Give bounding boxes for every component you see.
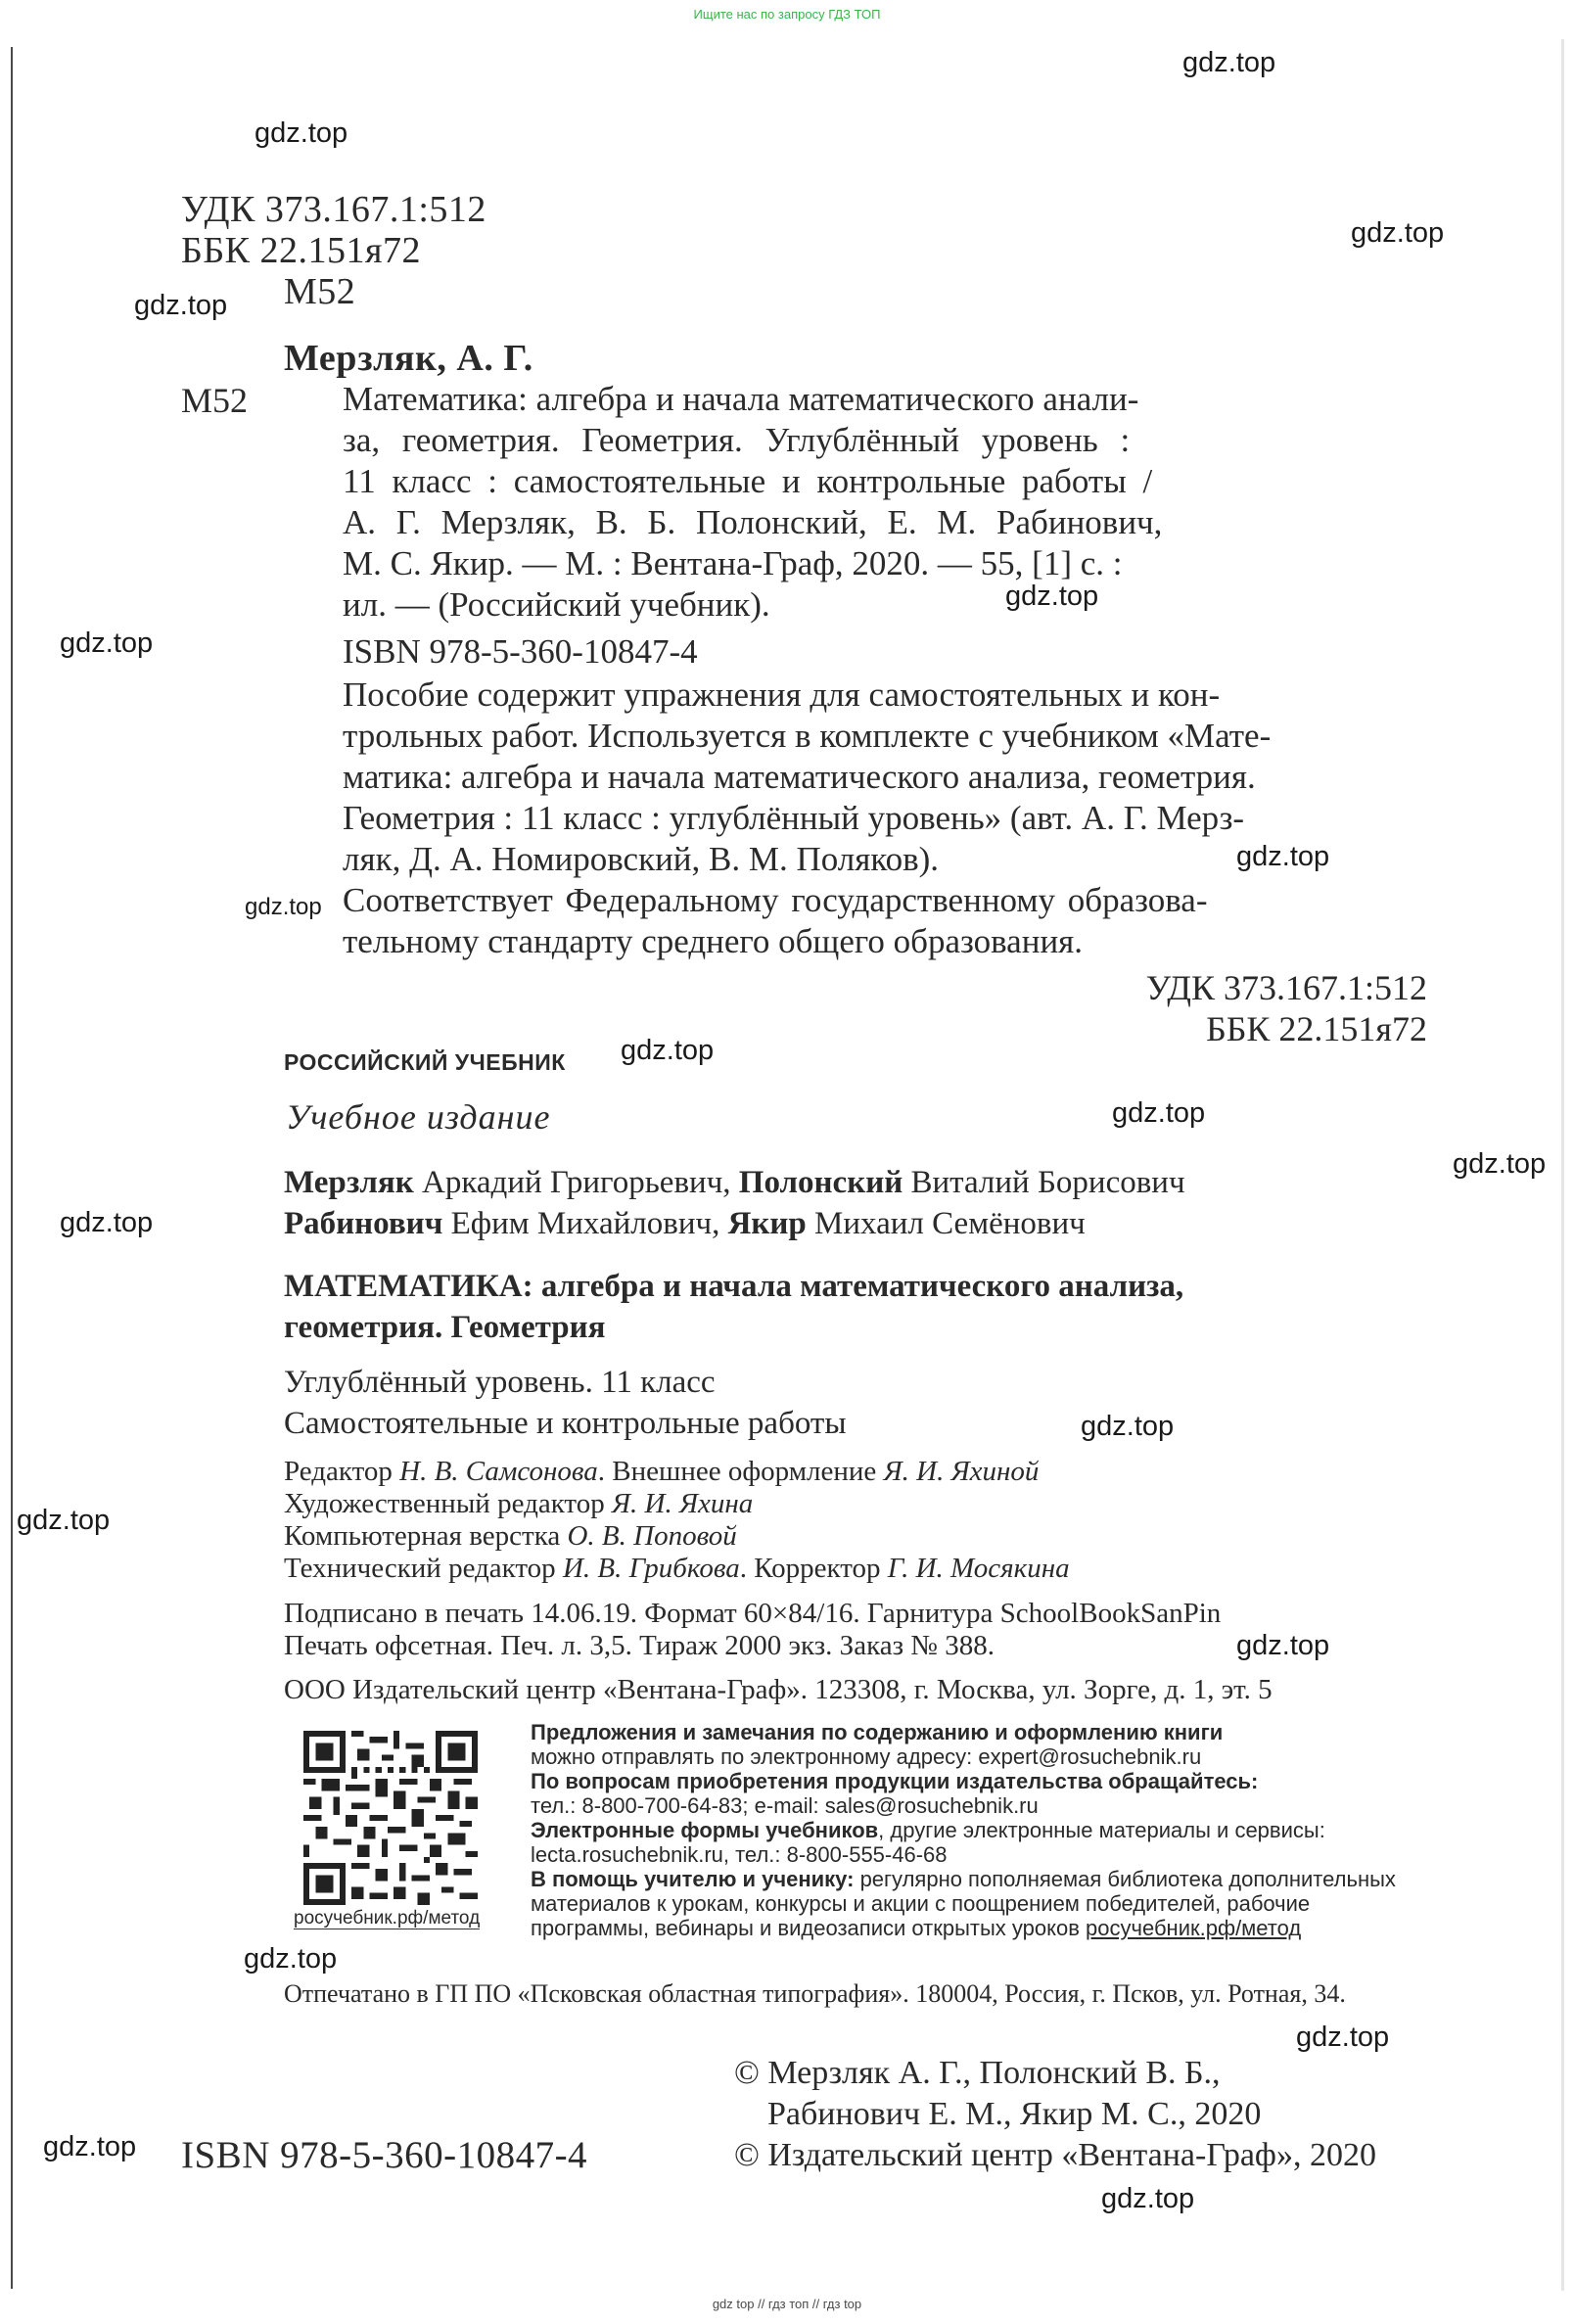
annotation-line: трольных работ. Используется в комплекте с учебником «Мате- — [343, 717, 1272, 755]
watermark: gdz.top — [134, 290, 228, 321]
publisher-address: ООО Издательский центр «Вентана-Граф». 123308, г. Москва, ул. Зорге, д. 1, эт. 5 — [284, 1674, 1273, 1705]
catalog-line: 11 класс : самостоятельные и контрольные работы / — [343, 462, 1153, 500]
watermark: gdz.top — [1081, 1411, 1175, 1442]
watermark: gdz.top — [1236, 841, 1330, 872]
annotation-line: Пособие содержит упражнения для самостоятельных и кон- — [343, 675, 1221, 714]
watermark: gdz.top — [621, 1035, 715, 1066]
info-heading: По вопросам приобретения продукции издательства обращайтесь: — [531, 1769, 1259, 1793]
author-name: Михаил Семёнович — [806, 1206, 1086, 1241]
info-heading: Электронные формы учебников — [531, 1818, 879, 1842]
info-text: регулярно пополняемая библиотека дополнительных — [854, 1867, 1396, 1891]
book-title-cont: геометрия. Геометрия — [284, 1310, 606, 1345]
watermark: gdz.top — [60, 627, 154, 659]
watermark: gdz.top — [1351, 217, 1445, 249]
watermark: gdz.top — [1112, 1097, 1206, 1129]
authors-line — [284, 1206, 1086, 1242]
page-left-edge — [11, 47, 13, 2289]
annotation-line: ляк, Д. А. Номировский, В. М. Поляков). — [343, 840, 940, 878]
printed-at: Отпечатано в ГП ПО «Псковская областная типография». 180004, Россия, г. Псков, ул. Ротная, 34. — [284, 1979, 1346, 2008]
print-info: Подписано в печать 14.06.19. Формат 60×84/16. Гарнитура SchoolBookSanPin — [284, 1598, 1222, 1629]
info-heading: Предложения и замечания по содержанию и оформлению книги — [531, 1720, 1224, 1744]
credits-line — [284, 1456, 1039, 1488]
info-text: , другие электронные материалы и сервисы: — [878, 1818, 1325, 1842]
info-block — [531, 1720, 1451, 1940]
catalog-line: М. С. Якир. — М. : Вентана-Граф, 2020. — 55, [1] с. : — [343, 544, 1123, 582]
info-line — [531, 1916, 1451, 1940]
level-line: Углублённый уровень. 11 класс — [284, 1365, 716, 1400]
catalog-mark: М52 — [181, 381, 249, 420]
watermark: gdz.top — [1453, 1148, 1547, 1180]
bbk-header: ББК 22.151я72 — [181, 230, 421, 271]
authors-line — [284, 1165, 1185, 1201]
author-surname: Полонский — [738, 1165, 903, 1200]
author-surname: Мерзляк — [284, 1165, 414, 1200]
credit-label: Компьютерная верстка — [284, 1520, 568, 1552]
qr-caption[interactable] — [294, 1908, 480, 1929]
watermark: gdz.top — [1296, 2022, 1390, 2053]
author-mark: М52 — [284, 271, 356, 312]
credit-name: Я. И. Яхиной — [883, 1456, 1040, 1487]
copyright-line: © Мерзляк А. Г., Полонский В. Б., — [734, 2055, 1221, 2091]
author-heading: Мерзляк, А. Г. — [284, 338, 533, 379]
author-name: Виталий Борисович — [903, 1165, 1185, 1200]
credit-label: Редактор — [284, 1456, 400, 1487]
info-line — [531, 1818, 1451, 1842]
qr-code-icon[interactable] — [303, 1731, 478, 1905]
bottom-link[interactable]: gdz top // гдз топ // гдз top — [712, 2297, 862, 2311]
info-text: lecta.rosuchebnik.ru, тел.: 8-800-555-46-68 — [531, 1842, 948, 1867]
isbn-bottom: ISBN 978-5-360-10847-4 — [181, 2134, 588, 2176]
annotation-line: Соответствует Федеральному государственному образова- — [343, 881, 1208, 919]
udk-header: УДК 373.167.1:512 — [181, 189, 486, 230]
watermark: gdz.top — [245, 894, 322, 920]
copyright-line: Рабинович Е. М., Якир М. С., 2020 — [767, 2096, 1262, 2132]
watermark: gdz.top — [1236, 1630, 1330, 1661]
credits-line — [284, 1488, 753, 1520]
edition-type: Учебное издание — [286, 1097, 551, 1137]
info-line — [531, 1867, 1451, 1891]
author-surname: Рабинович — [284, 1206, 443, 1241]
watermark: gdz.top — [43, 2131, 137, 2162]
catalog-line: ил. — (Российский учебник). — [343, 585, 770, 624]
credit-label: Технический редактор — [284, 1553, 563, 1584]
credits-line — [284, 1520, 737, 1553]
info-text: материалов к урокам, конкурсы и акции с поощрением победителей, рабочие — [531, 1891, 1311, 1916]
credit-label: . Корректор — [739, 1553, 888, 1584]
info-text: программы, вебинары и видеозаписи открытых уроков — [531, 1916, 1087, 1940]
author-name: Ефим Михайлович, — [442, 1206, 728, 1241]
author-name: Аркадий Григорьевич, — [413, 1165, 739, 1200]
author-surname: Якир — [727, 1206, 807, 1241]
watermark: gdz.top — [60, 1207, 154, 1238]
watermark: gdz.top — [1005, 581, 1099, 612]
annotation-line: матика: алгебра и начала математического анализа, геометрия. — [343, 758, 1256, 796]
credit-name: Н. В. Самсонова — [399, 1456, 598, 1487]
qr-caption-text: росучебник.рф/метод — [294, 1908, 481, 1929]
watermark: gdz.top — [1101, 2183, 1195, 2214]
copyright-line: © Издательский центр «Вентана-Граф», 2020 — [734, 2137, 1376, 2173]
catalog-line: А. Г. Мерзляк, В. Б. Полонский, Е. М. Рабинович, — [343, 503, 1163, 541]
info-heading: В помощь учителю и ученику: — [531, 1867, 855, 1891]
credit-label: . Внешнее оформление — [597, 1456, 884, 1487]
info-text: тел.: 8-800-700-64-83; e-mail: sales@rosuchebnik.ru — [531, 1793, 1039, 1818]
watermark: gdz.top — [1182, 47, 1276, 78]
watermark: gdz.top — [244, 1943, 338, 1975]
catalog-line: за, геометрия. Геометрия. Углублённый уровень : — [343, 421, 1131, 459]
bbk-footer: ББК 22.151я72 — [1206, 1009, 1427, 1048]
watermark: gdz.top — [17, 1505, 111, 1536]
work-type: Самостоятельные и контрольные работы — [284, 1406, 847, 1441]
credits-line — [284, 1553, 1070, 1585]
credit-name: Г. И. Мосякина — [887, 1553, 1070, 1584]
method-link[interactable]: росучебник.рф/метод — [1086, 1916, 1302, 1940]
top-search-link[interactable]: Ищите нас по запросу ГДЗ ТОП — [693, 7, 881, 22]
info-text: можно отправлять по электронному адресу: expert@rosuchebnik.ru — [531, 1744, 1202, 1769]
udk-footer: УДК 373.167.1:512 — [1145, 968, 1427, 1007]
credit-name: Я. И. Яхина — [611, 1488, 754, 1519]
book-title: МАТЕМАТИКА: алгебра и начала математического анализа, — [284, 1269, 1184, 1304]
print-info: Печать офсетная. Печ. л. 3,5. Тираж 2000 экз. Заказ № 388. — [284, 1630, 995, 1661]
series-label: РОССИЙСКИЙ УЧЕБНИК — [284, 1049, 566, 1075]
credit-label: Художественный редактор — [284, 1488, 612, 1519]
page-right-edge — [1561, 39, 1564, 2291]
isbn-inline: ISBN 978-5-360-10847-4 — [343, 632, 698, 671]
credit-name: И. В. Грибкова — [562, 1553, 740, 1584]
catalog-line: Математика: алгебра и начала математического анали- — [343, 380, 1139, 418]
annotation-line: Геометрия : 11 класс : углублённый уровень» (авт. А. Г. Мерз- — [343, 799, 1245, 837]
watermark: gdz.top — [255, 117, 348, 149]
credit-name: О. В. Поповой — [567, 1520, 737, 1552]
annotation-line: тельному стандарту среднего общего образования. — [343, 922, 1084, 960]
